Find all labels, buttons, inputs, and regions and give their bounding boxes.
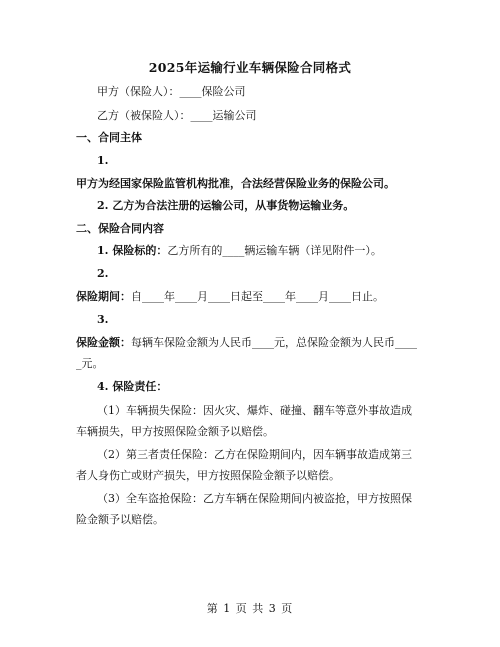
party-b-line: 乙方（被保险人）：____运输公司 — [97, 109, 257, 122]
liability2-line2: 者人身伤亡或财产损失，甲方按照保险金额予以赔偿。 — [76, 469, 340, 482]
section2-heading: 二、保险合同内容 — [76, 222, 164, 235]
item1-number: 1. — [97, 154, 109, 167]
liability1-line1: （1）车辆损失保险：因火灾、爆炸、碰撞、翻车等意外事故造成 — [97, 404, 412, 417]
liability-heading: 4. 保险责任： — [97, 380, 168, 393]
subject-line — [97, 243, 382, 259]
page-indicator: 第 1 页 共 3 页 — [206, 602, 294, 615]
item1-text: 甲方为经国家保险监管机构批准，合法经营保险业务的保险公司。 — [76, 177, 395, 190]
amount-number: 3. — [97, 313, 109, 326]
amount-text-line1: 每辆车保险金额为人民币____元，总保险金额为人民币____ — [131, 336, 417, 349]
document-title: 2025年运输行业车辆保险合同格式 — [148, 60, 352, 75]
period-number: 2. — [97, 267, 109, 280]
period-text: 自____年____月____日起至____年____月____日止。 — [131, 290, 384, 303]
subject-text: 乙方所有的____辆运输车辆（详见附件一）。 — [167, 244, 382, 257]
party-a-line: 甲方（保险人）：____保险公司 — [97, 85, 246, 98]
liability1-line2: 车辆损失，甲方按照保险金额予以赔偿。 — [76, 425, 274, 438]
liability3-line1: （3）全车盗抢保险：乙方车辆在保险期间内被盗抢，甲方按照保 — [97, 492, 412, 505]
item2-text: 2. 乙方为合法注册的运输公司，从事货物运输业务。 — [97, 199, 355, 212]
liability3-line2: 险金额予以赔偿。 — [76, 513, 164, 526]
amount-line2: _元。 — [76, 357, 104, 370]
section1-heading: 一、合同主体 — [76, 131, 142, 144]
amount-line1 — [76, 335, 417, 351]
liability2-line1: （2）第三者责任保险：乙方在保险期间内，因车辆事故造成第三 — [97, 448, 412, 461]
period-line — [76, 289, 384, 305]
period-label: 保险期间： — [76, 290, 131, 303]
amount-label: 保险金额： — [76, 336, 131, 349]
subject-label: 1. 保险标的： — [97, 244, 168, 257]
